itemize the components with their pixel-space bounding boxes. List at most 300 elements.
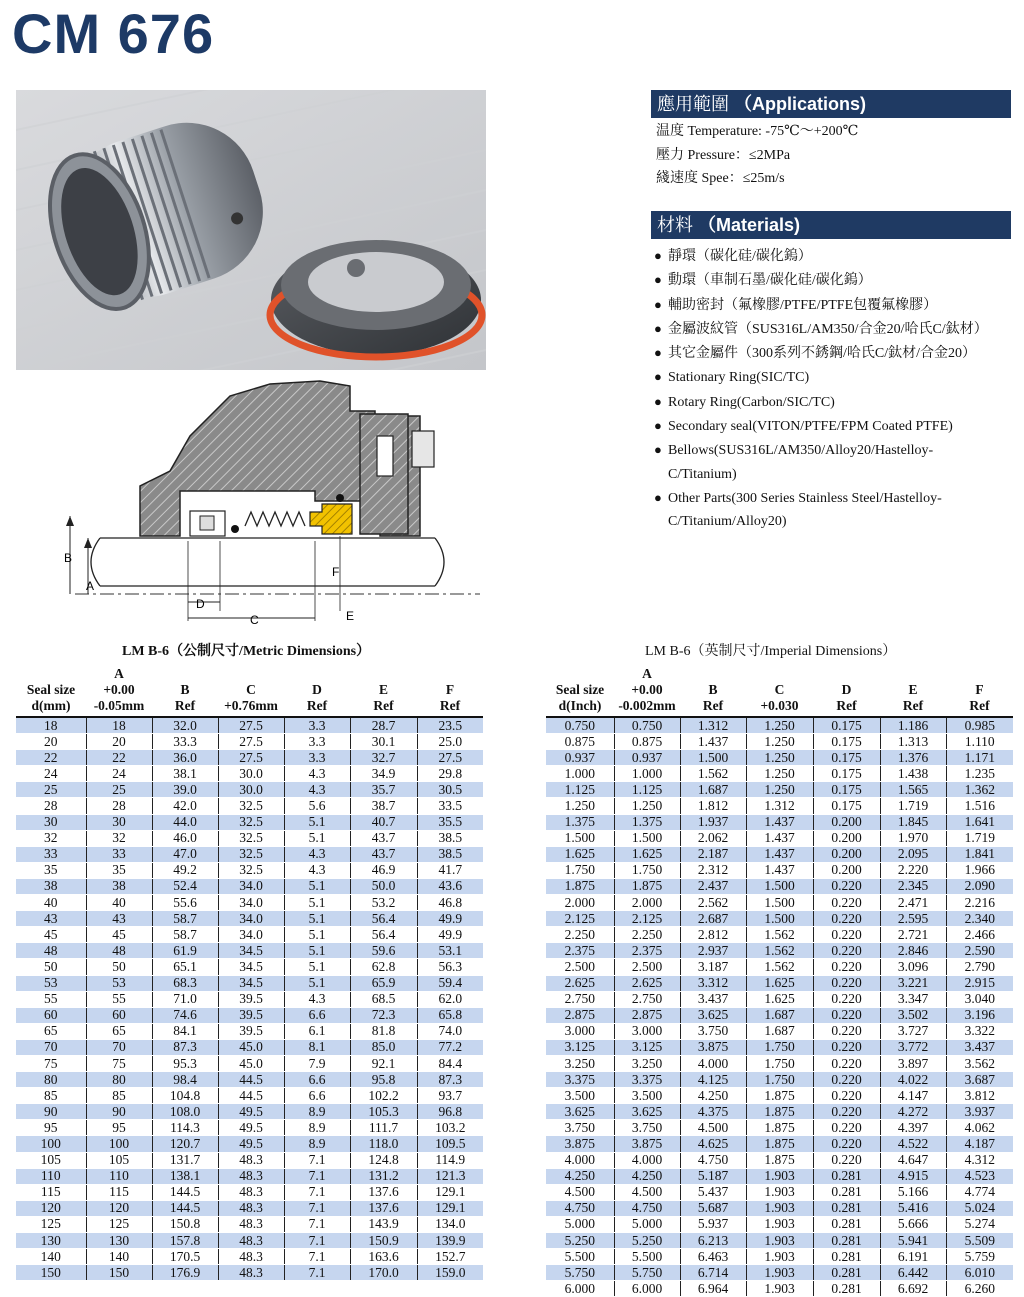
table-cell: 1.719: [946, 830, 1013, 846]
table-cell: 4.397: [880, 1120, 946, 1136]
table-cell: 2.790: [946, 959, 1013, 975]
table-row: [16, 895, 483, 911]
table-cell: 30.0: [218, 782, 284, 798]
table-cell: 0.281: [813, 1216, 880, 1232]
table-cell: 1.875: [614, 878, 680, 894]
table-cell: 5.759: [946, 1249, 1013, 1265]
table-cell: 55.6: [152, 895, 218, 911]
material-item: [654, 390, 1019, 414]
table-cell: 3.897: [880, 1055, 946, 1071]
table-cell: 45: [86, 927, 152, 943]
table-cell: 1.750: [546, 862, 614, 878]
column-header-line: [546, 666, 614, 682]
materials-heading-cn: 材料: [657, 215, 693, 235]
table-cell: 5.437: [680, 1184, 746, 1200]
table-cell: 2.062: [680, 830, 746, 846]
table-cell: 1.437: [746, 814, 813, 830]
table-cell: 8.9: [284, 1104, 350, 1120]
table-row: [16, 846, 483, 862]
table-cell: 3.347: [880, 991, 946, 1007]
bullet-icon: ●: [654, 418, 662, 434]
column-header-line: [350, 666, 417, 682]
table-cell: 0.220: [813, 975, 880, 991]
table-cell: 46.9: [350, 862, 417, 878]
column-header-line: Ref: [836, 698, 857, 713]
table-row: [16, 717, 483, 734]
cross-section-drawing: [40, 376, 510, 632]
column-header-line: D: [841, 682, 852, 697]
table-row: [16, 1072, 483, 1088]
table-cell: 1.110: [946, 734, 1013, 750]
table-cell: 5.166: [880, 1184, 946, 1200]
table-cell: 1.250: [746, 782, 813, 798]
table-cell: 2.915: [946, 975, 1013, 991]
table-cell: 2.875: [546, 1007, 614, 1023]
table-cell: 0.220: [813, 895, 880, 911]
table-cell: 1.312: [746, 798, 813, 814]
table-cell: 30.5: [417, 782, 483, 798]
table-cell: 1.562: [746, 943, 813, 959]
label-b: B: [64, 551, 73, 565]
table-cell: 2.595: [880, 911, 946, 927]
table-cell: 39.5: [218, 991, 284, 1007]
table-cell: 27.5: [218, 750, 284, 766]
material-text: Secondary seal(VITON/PTFE/FPM Coated PTFE): [668, 419, 953, 435]
table-cell: 39.5: [218, 1007, 284, 1023]
table-cell: 4.022: [880, 1072, 946, 1088]
table-cell: 3.250: [546, 1055, 614, 1071]
table-cell: 3.040: [946, 991, 1013, 1007]
table-cell: 55: [16, 991, 86, 1007]
table-cell: 131.2: [350, 1168, 417, 1184]
table-row: [546, 1200, 1013, 1216]
table-cell: 60: [86, 1007, 152, 1023]
table-cell: 28: [16, 798, 86, 814]
table-cell: 85: [16, 1088, 86, 1104]
table-cell: 1.000: [614, 766, 680, 782]
table-cell: 35.7: [350, 782, 417, 798]
table-cell: 34.0: [218, 878, 284, 894]
table-cell: 0.281: [813, 1249, 880, 1265]
table-cell: 5.941: [880, 1233, 946, 1249]
table-cell: 3.312: [680, 975, 746, 991]
table-cell: 32.5: [218, 814, 284, 830]
table-cell: 6.442: [880, 1265, 946, 1281]
table-cell: 2.687: [680, 911, 746, 927]
table-cell: 137.6: [350, 1200, 417, 1216]
material-text: 其它金屬件（300系列不銹鋼/哈氏C/鈦材/合金20）: [668, 346, 977, 362]
table-cell: 2.312: [680, 862, 746, 878]
bullet-icon: ●: [654, 489, 662, 505]
applications-heading-cn: 應用範圍: [657, 94, 729, 114]
table-cell: 68.3: [152, 975, 218, 991]
table-cell: 130: [86, 1233, 152, 1249]
table-cell: 3.625: [546, 1104, 614, 1120]
table-cell: 49.9: [417, 927, 483, 943]
table-cell: 8.9: [284, 1136, 350, 1152]
table-cell: 33.5: [417, 798, 483, 814]
table-cell: 124.8: [350, 1152, 417, 1168]
table-cell: 1.235: [946, 766, 1013, 782]
label-c: C: [250, 613, 259, 627]
table-cell: 2.340: [946, 911, 1013, 927]
table-cell: 27.5: [218, 717, 284, 734]
table-cell: 70: [86, 1039, 152, 1055]
table-row: [16, 1007, 483, 1023]
table-cell: 2.216: [946, 895, 1013, 911]
column-header-line: [813, 666, 880, 682]
table-cell: 1.903: [746, 1265, 813, 1281]
column-header-line: [946, 666, 1013, 682]
table-cell: 120.7: [152, 1136, 218, 1152]
metric-title-text: （公制尺寸/Metric Dimensions）: [169, 644, 371, 659]
applications-heading-en: （Applications): [734, 94, 867, 114]
table-cell: 2.437: [680, 878, 746, 894]
table-cell: 47.0: [152, 846, 218, 862]
table-row: [16, 1152, 483, 1168]
table-cell: 138.1: [152, 1168, 218, 1184]
table-cell: 1.250: [546, 798, 614, 814]
table-cell: 46.0: [152, 830, 218, 846]
table-cell: 4.522: [880, 1136, 946, 1152]
table-cell: 4.272: [880, 1104, 946, 1120]
column-header-line: B: [180, 682, 190, 697]
table-cell: 1.903: [746, 1249, 813, 1265]
table-cell: 3.375: [614, 1072, 680, 1088]
table-cell: 0.937: [614, 750, 680, 766]
table-cell: 140: [86, 1249, 152, 1265]
table-cell: 2.000: [614, 895, 680, 911]
material-item: [654, 341, 1019, 365]
table-row: [16, 1200, 483, 1216]
table-row: [546, 1152, 1013, 1168]
table-cell: 33: [16, 846, 86, 862]
table-cell: 1.750: [614, 862, 680, 878]
table-cell: 0.175: [813, 798, 880, 814]
table-cell: 3.250: [614, 1055, 680, 1071]
table-cell: 0.220: [813, 1039, 880, 1055]
table-cell: 25: [86, 782, 152, 798]
table-row: [16, 1249, 483, 1265]
table-cell: 3.500: [546, 1088, 614, 1104]
table-row: [546, 830, 1013, 846]
table-cell: 1.171: [946, 750, 1013, 766]
table-cell: 2.187: [680, 846, 746, 862]
table-cell: 4.750: [546, 1200, 614, 1216]
table-cell: 1.845: [880, 814, 946, 830]
bullet-icon: ●: [654, 442, 662, 458]
table-cell: 129.1: [417, 1200, 483, 1216]
table-cell: 143.9: [350, 1216, 417, 1232]
table-cell: 39.0: [152, 782, 218, 798]
table-cell: 159.0: [417, 1265, 483, 1281]
table-cell: 150.8: [152, 1216, 218, 1232]
table-cell: 53.2: [350, 895, 417, 911]
column-header-line: Ref: [306, 698, 328, 713]
pressure-line: 壓力 Pressure：≤2MPa: [656, 147, 791, 163]
column-header-line: [746, 666, 813, 682]
table-cell: 35: [86, 862, 152, 878]
table-cell: 49.5: [218, 1136, 284, 1152]
table-cell: 0.937: [546, 750, 614, 766]
table-cell: 1.719: [880, 798, 946, 814]
material-text-continued: C/Titanium): [668, 466, 737, 482]
imperial-title-code: LM B-6: [645, 644, 691, 659]
table-cell: 65: [16, 1023, 86, 1039]
table-cell: 7.1: [284, 1216, 350, 1232]
table-cell: 102.2: [350, 1088, 417, 1104]
table-cell: 59.4: [417, 975, 483, 991]
table-cell: 1.903: [746, 1233, 813, 1249]
table-cell: 5.937: [680, 1216, 746, 1232]
table-cell: 2.590: [946, 943, 1013, 959]
table-cell: 4.647: [880, 1152, 946, 1168]
table-cell: 81.8: [350, 1023, 417, 1039]
table-cell: 6.213: [680, 1233, 746, 1249]
materials-heading: [651, 211, 1011, 239]
column-header: [680, 666, 746, 717]
table-cell: 34.5: [218, 975, 284, 991]
bullet-icon: ●: [654, 248, 662, 263]
table-cell: 43: [16, 911, 86, 927]
table-cell: 4.062: [946, 1120, 1013, 1136]
table-cell: 0.220: [813, 1120, 880, 1136]
table-cell: 33.3: [152, 734, 218, 750]
table-cell: 109.5: [417, 1136, 483, 1152]
table-cell: 33: [86, 846, 152, 862]
table-cell: 3.3: [284, 734, 350, 750]
table-cell: 43.7: [350, 830, 417, 846]
bullet-icon: ●: [654, 345, 662, 361]
table-cell: 4.500: [680, 1120, 746, 1136]
table-cell: 4.375: [680, 1104, 746, 1120]
table-cell: 1.375: [614, 814, 680, 830]
table-cell: 45: [16, 927, 86, 943]
imperial-title-text: （英制尺寸/Imperial Dimensions）: [690, 644, 897, 659]
table-cell: 5.6: [284, 798, 350, 814]
column-header-line: [16, 666, 86, 682]
table-cell: 1.250: [746, 734, 813, 750]
table-row: [16, 814, 483, 830]
table-cell: 3.875: [614, 1136, 680, 1152]
table-cell: 50: [16, 959, 86, 975]
table-cell: 50.0: [350, 878, 417, 894]
table-cell: 131.7: [152, 1152, 218, 1168]
table-cell: 1.687: [680, 782, 746, 798]
table-cell: 45.0: [218, 1055, 284, 1071]
table-cell: 56.4: [350, 927, 417, 943]
table-cell: 2.812: [680, 927, 746, 943]
table-row: [546, 1072, 1013, 1088]
table-cell: 0.175: [813, 750, 880, 766]
table-cell: 2.846: [880, 943, 946, 959]
table-cell: 4.000: [680, 1055, 746, 1071]
table-cell: 25.0: [417, 734, 483, 750]
column-header-line: [880, 666, 946, 682]
table-cell: 34.5: [218, 959, 284, 975]
table-cell: 38.5: [417, 830, 483, 846]
table-cell: 34.0: [218, 895, 284, 911]
table-cell: 1.937: [680, 814, 746, 830]
table-cell: 121.3: [417, 1168, 483, 1184]
table-cell: 1.625: [746, 991, 813, 1007]
table-cell: 28.7: [350, 717, 417, 734]
table-cell: 4.523: [946, 1168, 1013, 1184]
table-cell: 3.502: [880, 1007, 946, 1023]
table-cell: 5.509: [946, 1233, 1013, 1249]
table-cell: 1.250: [746, 766, 813, 782]
table-row: [16, 1184, 483, 1200]
materials-heading-en: （Materials): [698, 215, 801, 235]
table-cell: 95.3: [152, 1055, 218, 1071]
table-cell: 1.687: [746, 1023, 813, 1039]
table-cell: 3.187: [680, 959, 746, 975]
column-header-line: +0.00: [103, 682, 135, 697]
table-row: [546, 1055, 1013, 1071]
table-cell: 60: [16, 1007, 86, 1023]
table-cell: 5.750: [614, 1265, 680, 1281]
table-cell: 6.6: [284, 1007, 350, 1023]
table-cell: 144.5: [152, 1184, 218, 1200]
table-cell: 50: [86, 959, 152, 975]
column-header-line: -0.05mm: [93, 698, 145, 713]
table-cell: 45.0: [218, 1039, 284, 1055]
table-row: [546, 846, 1013, 862]
table-cell: 4.250: [614, 1168, 680, 1184]
label-e: E: [346, 609, 355, 623]
table-cell: 39.5: [218, 1023, 284, 1039]
table-cell: 38: [86, 878, 152, 894]
table-cell: 95: [86, 1120, 152, 1136]
table-cell: 100: [86, 1136, 152, 1152]
table-cell: 48.3: [218, 1233, 284, 1249]
table-cell: 2.250: [614, 927, 680, 943]
table-row: [16, 766, 483, 782]
table-cell: 18: [16, 717, 86, 734]
table-cell: 7.9: [284, 1055, 350, 1071]
table-cell: 125: [86, 1216, 152, 1232]
table-cell: 6.714: [680, 1265, 746, 1281]
table-row: [16, 991, 483, 1007]
table-cell: 1.875: [746, 1088, 813, 1104]
table-cell: 3.750: [680, 1023, 746, 1039]
table-row: [546, 798, 1013, 814]
table-cell: 1.250: [746, 717, 813, 734]
table-row: [546, 895, 1013, 911]
column-header: [546, 666, 614, 717]
table-cell: 96.8: [417, 1104, 483, 1120]
table-cell: 2.090: [946, 878, 1013, 894]
table-cell: 38: [16, 878, 86, 894]
table-cell: 3.727: [880, 1023, 946, 1039]
table-cell: 5.1: [284, 911, 350, 927]
table-cell: 65: [86, 1023, 152, 1039]
column-header: [813, 666, 880, 717]
table-cell: 5.500: [614, 1249, 680, 1265]
column-header-line: Seal size: [555, 682, 605, 697]
table-cell: 7.1: [284, 1249, 350, 1265]
table-cell: 2.471: [880, 895, 946, 911]
table-cell: 140: [16, 1249, 86, 1265]
table-cell: 0.200: [813, 862, 880, 878]
table-cell: 1.625: [746, 975, 813, 991]
table-cell: 72.3: [350, 1007, 417, 1023]
table-row: [16, 927, 483, 943]
table-cell: 74.6: [152, 1007, 218, 1023]
table-cell: 1.641: [946, 814, 1013, 830]
table-cell: 1.437: [746, 862, 813, 878]
bullet-icon: ●: [654, 296, 662, 312]
table-cell: 5.666: [880, 1216, 946, 1232]
metric-table: [16, 666, 483, 1281]
table-cell: 3.437: [680, 991, 746, 1007]
table-cell: 4.000: [546, 1152, 614, 1168]
table-cell: 4.915: [880, 1168, 946, 1184]
table-row: [546, 1184, 1013, 1200]
bullet-icon: ●: [654, 272, 662, 288]
table-cell: 4.3: [284, 862, 350, 878]
metric-table-wrap: [16, 666, 483, 1281]
table-cell: 3.812: [946, 1088, 1013, 1104]
table-cell: 1.376: [880, 750, 946, 766]
table-cell: 34.9: [350, 766, 417, 782]
table-cell: 34.5: [218, 943, 284, 959]
table-cell: 3.125: [546, 1039, 614, 1055]
table-cell: 5.250: [546, 1233, 614, 1249]
material-item: [654, 268, 1019, 292]
table-cell: 48: [16, 943, 86, 959]
table-cell: 0.220: [813, 1136, 880, 1152]
table-row: [16, 798, 483, 814]
table-cell: 0.220: [813, 959, 880, 975]
material-text: 動環（車制石墨/碳化硅/碳化鎢）: [668, 273, 872, 289]
table-cell: 48.3: [218, 1216, 284, 1232]
table-cell: 44.0: [152, 814, 218, 830]
column-header-line: [152, 666, 218, 682]
table-cell: 1.500: [746, 911, 813, 927]
table-cell: 4.750: [680, 1152, 746, 1168]
table-cell: 2.875: [614, 1007, 680, 1023]
table-cell: 114.3: [152, 1120, 218, 1136]
material-text: Rotary Ring(Carbon/SIC/TC): [668, 394, 835, 410]
table-cell: 2.750: [614, 991, 680, 1007]
table-cell: 36.0: [152, 750, 218, 766]
table-cell: 3.500: [614, 1088, 680, 1104]
table-cell: 0.220: [813, 1104, 880, 1120]
table-cell: 5.000: [546, 1216, 614, 1232]
table-cell: 95: [16, 1120, 86, 1136]
table-cell: 0.200: [813, 846, 880, 862]
table-cell: 2.220: [880, 862, 946, 878]
table-cell: 1.375: [546, 814, 614, 830]
table-cell: 7.1: [284, 1265, 350, 1281]
material-text: Other Parts(300 Series Stainless Steel/Hastelloy-: [668, 490, 942, 506]
table-cell: 30.0: [218, 766, 284, 782]
table-cell: 3.562: [946, 1055, 1013, 1071]
table-cell: 1.312: [680, 717, 746, 734]
table-cell: 49.9: [417, 911, 483, 927]
table-cell: 4.500: [546, 1184, 614, 1200]
table-cell: 6.1: [284, 1023, 350, 1039]
table-cell: 4.125: [680, 1072, 746, 1088]
table-cell: 4.187: [946, 1136, 1013, 1152]
table-row: [16, 734, 483, 750]
table-cell: 6.000: [546, 1281, 614, 1297]
table-cell: 70: [16, 1039, 86, 1055]
table-cell: 4.500: [614, 1184, 680, 1200]
table-cell: 48.3: [218, 1152, 284, 1168]
table-cell: 2.125: [546, 911, 614, 927]
